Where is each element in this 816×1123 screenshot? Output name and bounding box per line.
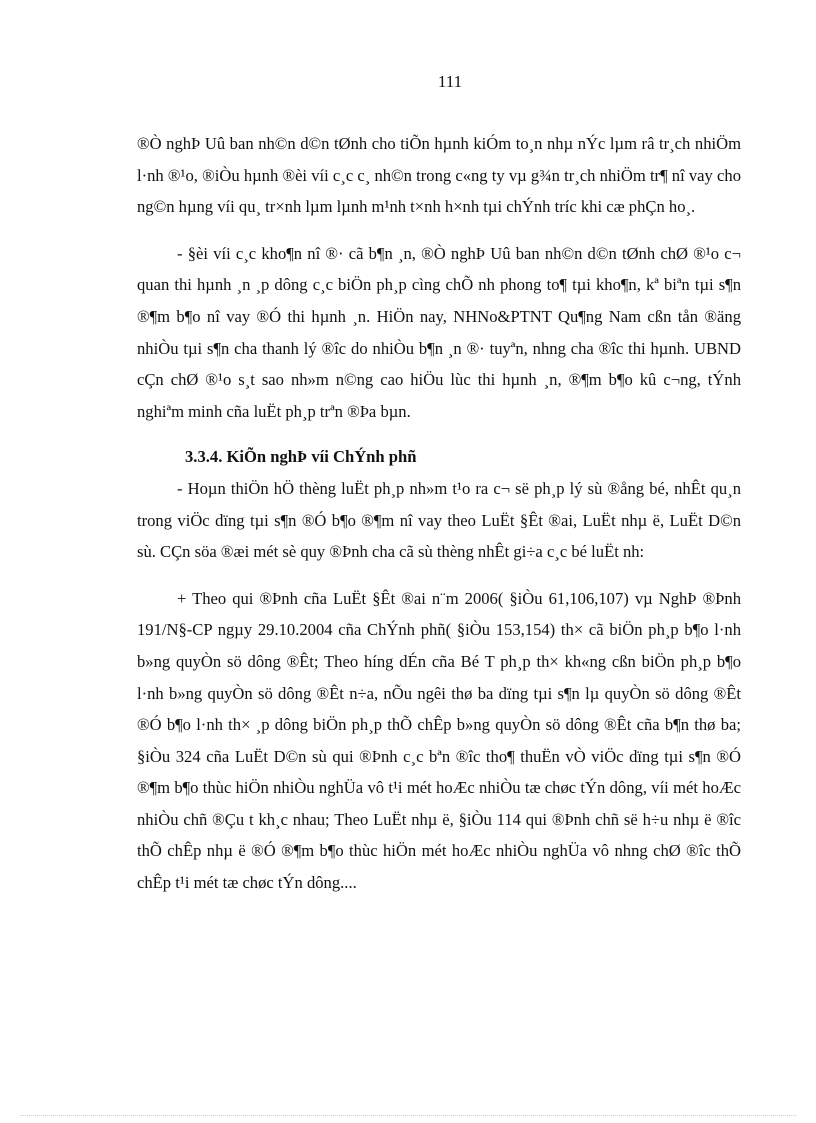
paragraph-court-judgments: - §èi víi c¸c kho¶n nî ®· cã b¶n ¸n, ®Ò nghÞ Uû ban nh©n d©n tØnh chØ ®¹o c¬ quan thi hµnh ¸n ¸p dông c¸c biÖn ph¸p cìng chÕ nh phong to¶ tµi kho¶n, kª biªn tµi s¶n ®¶m b¶o nî vay ®Ó thi hµnh ¸n. HiÖn nay, NHNo&PTNT Qu¶ng Nam cßn tån ®äng nhiÒu tµi s¶n cha thanh lý ®îc do nhiÒu b¶n ¸n ®· tuyªn, nhng cha ®îc thi hµnh. UBND cÇn chØ ®¹o s¸t sao nh»m n©ng cao hiÖu lùc thi hµnh ¸n, ®¶m b¶o kû c¬ng, tÝnh nghiªm minh cña luËt ph¸p trªn ®Þa bµn. <box>137 243 741 421</box>
section-heading: 3.3.4. KiÕn nghÞ víi ChÝnh phñ <box>185 447 417 467</box>
paragraph-land-law-provisions: + Theo qui ®Þnh cña LuËt §Êt ®ai n¨m 2006( §iÒu 61,106,107) vµ NghÞ ®Þnh 191/N§-CP ngµy 29.10.2004 cña ChÝnh phñ( §iÒu 153,154) th× cã biÖn ph¸p b¶o l·nh b»ng quyÒn sö dông ®Êt; Theo híng dÉn cña Bé T ph¸p th× kh«ng cßn biÖn ph¸p b¶o l·nh b»ng quyÒn sö dông ®Êt n÷a, nÕu ngêi thø ba dïng tµi s¶n lµ quyÒn sö dông ®Êt ®Ó b¶o l·nh th× ¸p dông biÖn ph¸p thÕ chÊp b»ng quyÒn sö dông ®Êt cña b¶n thø ba; §iÒu 324 cña LuËt D©n sù qui ®Þnh c¸c bªn ®îc tho¶ thuËn vÒ viÖc dïng tµi s¶n ®Ó ®¶m b¶o thùc hiÖn nhiÒu nghÜa vô t¹i mét hoÆc nhiÒu tæ chøc tÝn dông, víi mét hoÆc nhiÒu chñ ®Çu t kh¸c nhau; Theo LuËt nhµ ë, §iÒu 114 qui ®Þnh chñ së h÷u nhµ ë ®îc thÕ chÊp nhµ ë ®Ó ®¶m b¶o thùc hiÖn mét hoÆc nhiÒu nghÜa vô nhng chØ ®îc thÕ chÊp t¹i mét tæ chøc tÝn dông.... <box>137 588 741 893</box>
page-bottom-divider <box>20 1115 796 1116</box>
paragraph-legal-system: - Hoµn thiÖn hÖ thèng luËt ph¸p nh»m t¹o ra c¬ së ph¸p lý sù ®ång bé, nhÊt qu¸n trong viÖc dïng tµi s¶n ®Ó b¶o ®¶m nî vay theo LuËt §Êt ®ai, LuËt nhµ ë, LuËt D©n sù. CÇn söa ®æi mét sè quy ®Þnh cha cã sù thèng nhÊt gi÷a c¸c bé luËt nh: <box>137 478 741 562</box>
page-number: 111 <box>437 72 463 91</box>
document-body <box>137 128 741 899</box>
paragraph-recommendation-audit: ®Ò nghÞ Uû ban nh©n d©n tØnh cho tiÕn hµnh kiÓm to¸n nhµ nÝc lµm râ tr¸ch nhiÖm l·nh ®¹o, ®iÒu hµnh ®èi víi c¸c c¸ nh©n trong c«ng ty vµ g¾n tr¸ch nhiÖm tr¶ nî vay cho ng©n hµng víi qu¸ tr×nh lµm lµnh m¹nh t×nh h×nh tµi chÝnh tríc khi cæ phÇn ho¸. <box>137 134 741 217</box>
